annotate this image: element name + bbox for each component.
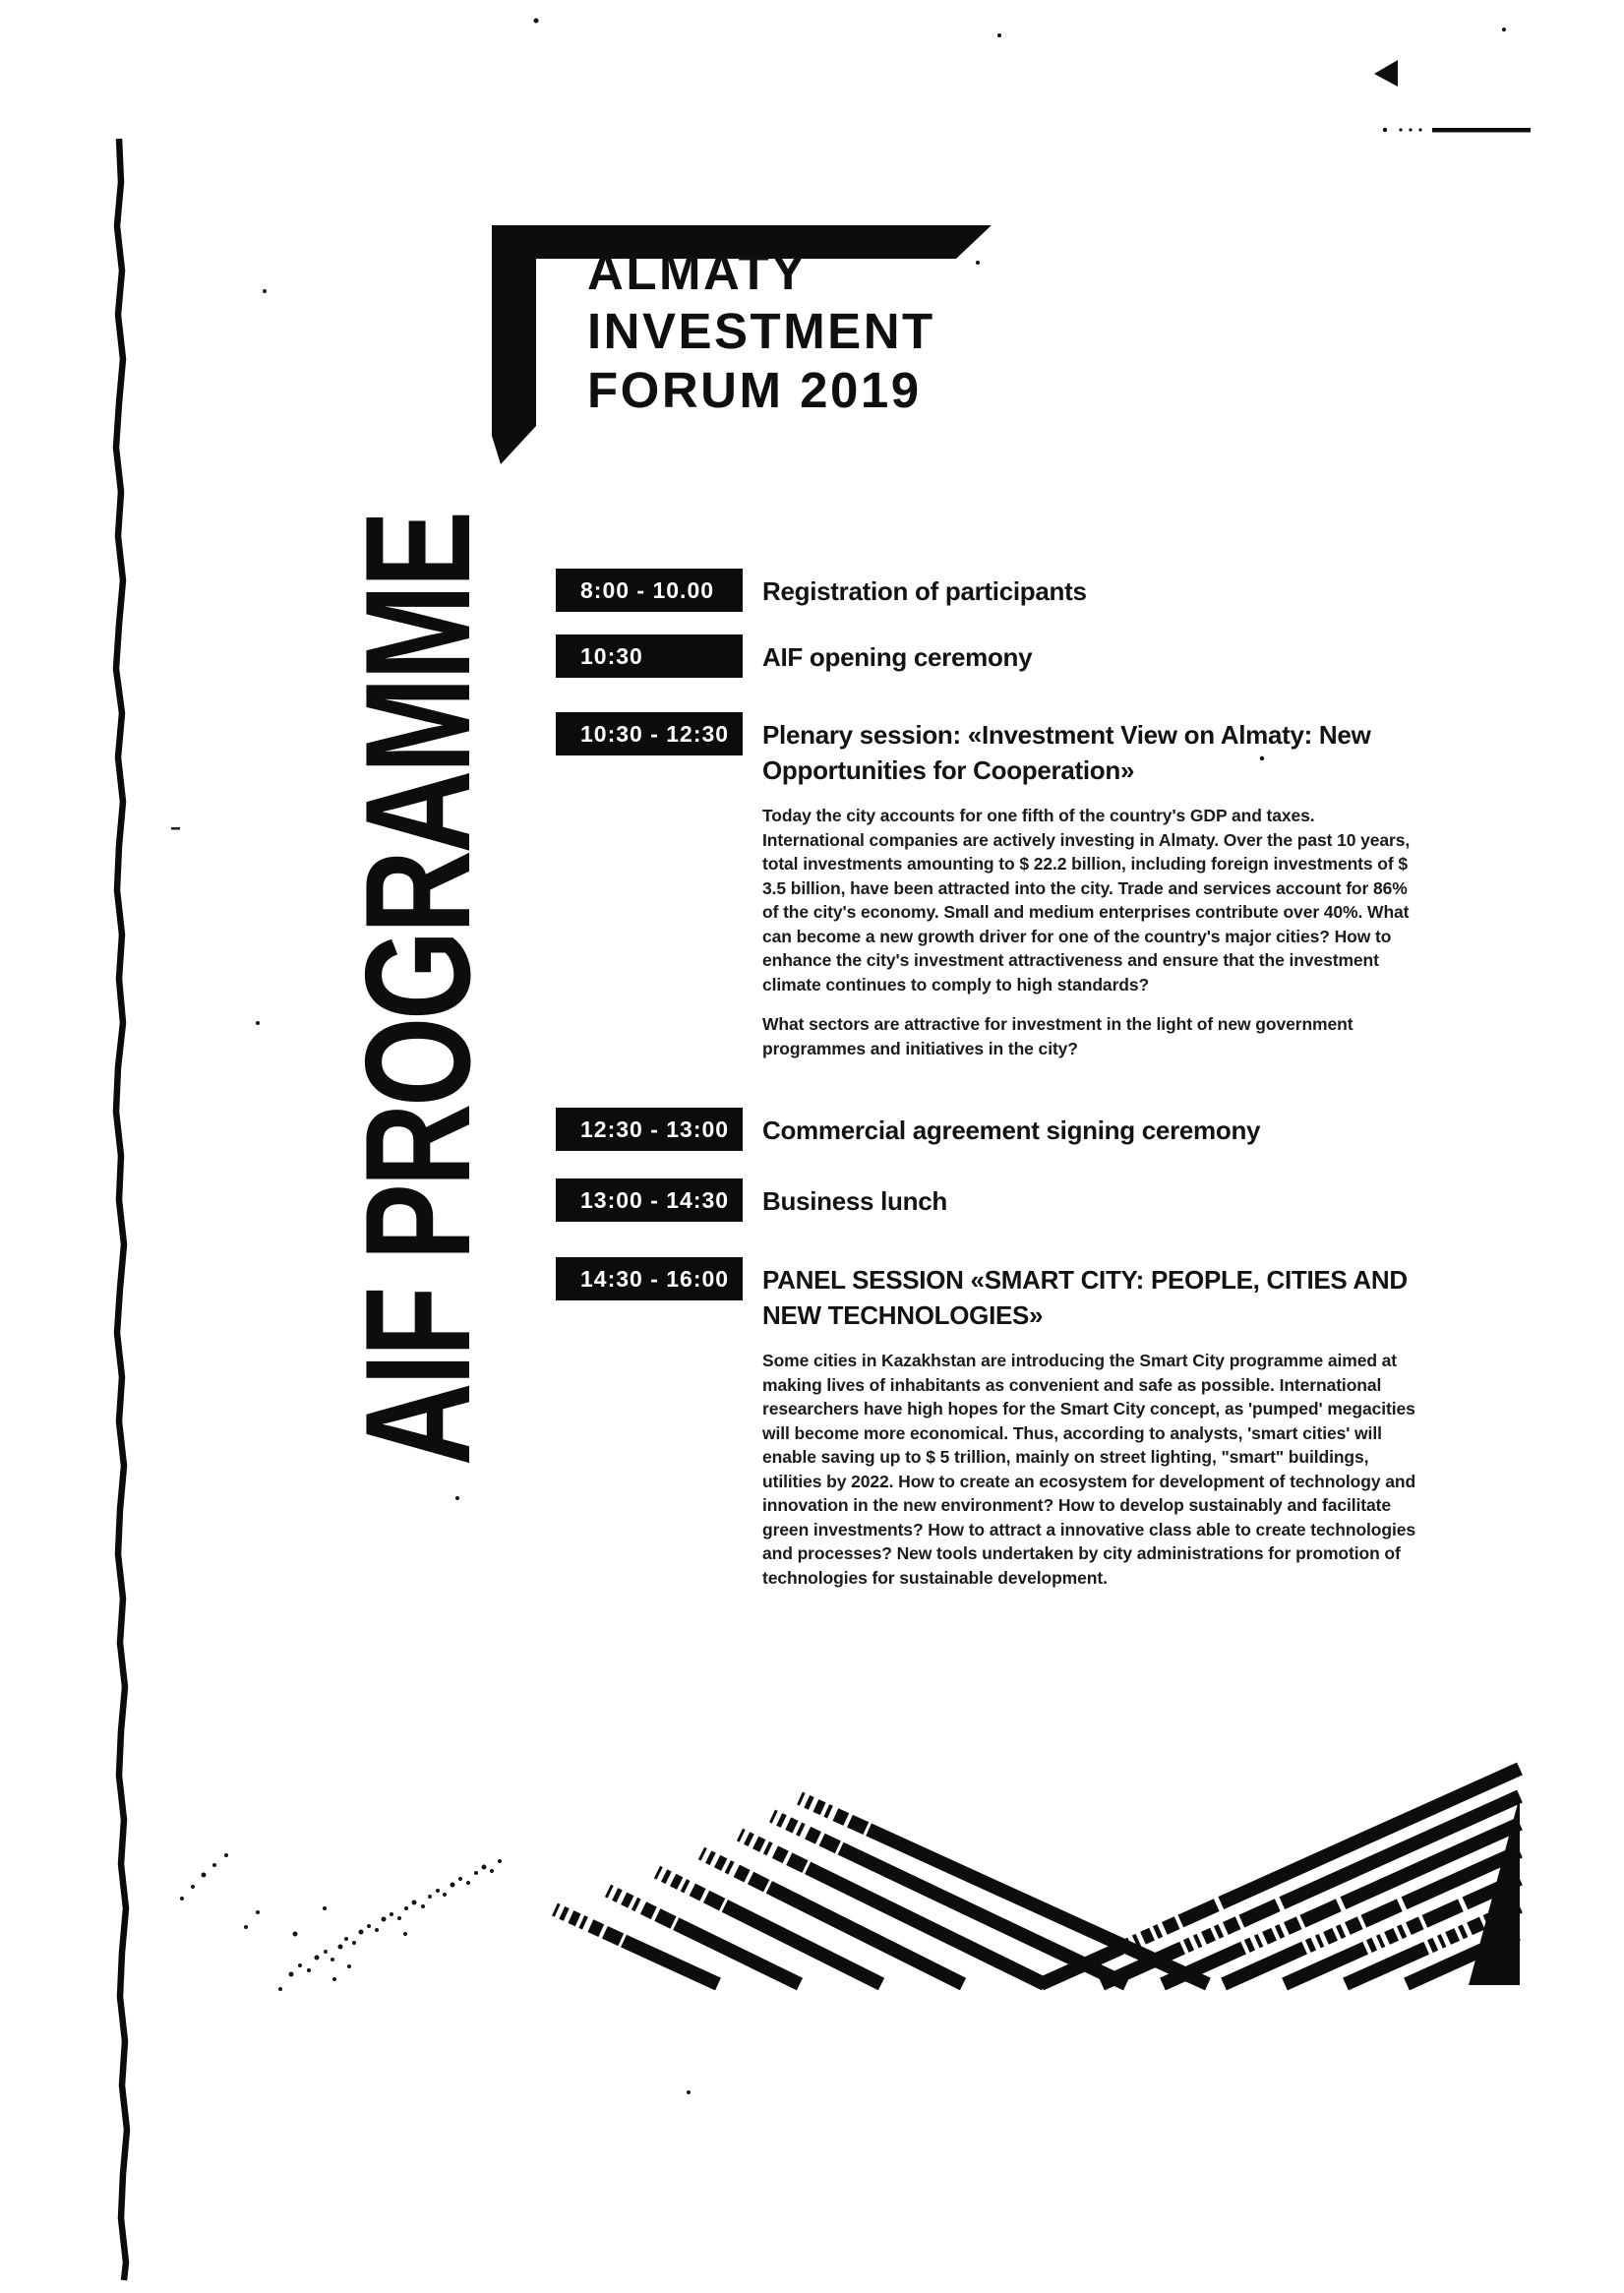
artifact-dash-line <box>1432 128 1531 133</box>
schedule-item-opening <box>556 634 1412 678</box>
time-badge: 10:30 <box>556 634 743 678</box>
session-title: Commercial agreement signing ceremony <box>762 1116 1261 1145</box>
logo-wordmark <box>587 243 935 420</box>
schedule-item-signing <box>556 1108 1412 1151</box>
time-badge: 14:30 - 16:00 <box>556 1257 743 1300</box>
session-description: Some cities in Kazakhstan are introducing the Smart City programme aimed at making lives of inhabitants as convenient and safe as possible. International researchers have high hopes for the Smart City concept, as 'pumped' megacities will become more economical. Thus, according to analysts, 'smart cities' will enable saving up to $ 5 trillion, mainly on street lighting, "smart" buildings, utilities by 2022. How to create an ecosystem for development of technology and innovation in the new environment? How to develop sustainably and facilitate green investments? How to attract a innovative class able to create technologies and processes? New tools undertaken by city administrations for promotion of technologies for sustainable development. <box>762 1351 1416 1588</box>
time-badge: 12:30 - 13:00 <box>556 1108 743 1151</box>
schedule-item-lunch <box>556 1178 1412 1222</box>
session-description: Today the city accounts for one fifth of the country's GDP and taxes. International companies are actively investing in Almaty. Over the past 10 years, total investments amounting to $ 22.2 billion, including foreign investments of $ 3.5 billion, have been attracted into the city. Trade and services account for 86% of the city's economy. Small and medium enterprises contribute over 40%. What can become a new growth driver for one of the country's major cities? How to enhance the city's investment attractiveness and ensure that the investment climate continues to comply to high standards? <box>762 806 1411 995</box>
time-badge: 8:00 - 10.00 <box>556 569 743 612</box>
session-description: What sectors are attractive for investment in the light of new government programmes and initiatives in the city? <box>762 1014 1353 1058</box>
binding-edge-line <box>116 139 127 2280</box>
time-badge: 10:30 - 12:30 <box>556 712 743 755</box>
logo-line-2: INVESTMENT <box>587 303 935 359</box>
schedule-item-registration <box>556 569 1412 612</box>
chevron-stripes-left <box>555 1798 1208 1984</box>
logo-line-3: FORUM 2019 <box>587 362 922 418</box>
chevron-solid-wedge <box>1469 1796 1520 1985</box>
session-title: PANEL SESSION «SMART CITY: PEOPLE, CITIES AND NEW TECHNOLOGIES» <box>762 1265 1408 1330</box>
schedule-item-plenary <box>556 712 1416 1060</box>
schedule-item-panel <box>556 1257 1431 1590</box>
time-badge: 13:00 - 14:30 <box>556 1178 743 1222</box>
chevron-stripes-right <box>1041 1769 1520 1984</box>
speckle-trail <box>180 1853 502 1991</box>
session-title: Registration of participants <box>762 576 1087 606</box>
vertical-programme-title: AIF PROGRAMME <box>334 513 502 1466</box>
session-title: Business lunch <box>762 1186 947 1216</box>
artifact-arrow-icon <box>1374 60 1398 87</box>
logo-line-1: ALMATY <box>587 244 808 300</box>
session-title: Plenary session: «Investment View on Almaty: New Opportunities for Cooperation» <box>762 720 1371 785</box>
session-title: AIF opening ceremony <box>762 642 1033 672</box>
